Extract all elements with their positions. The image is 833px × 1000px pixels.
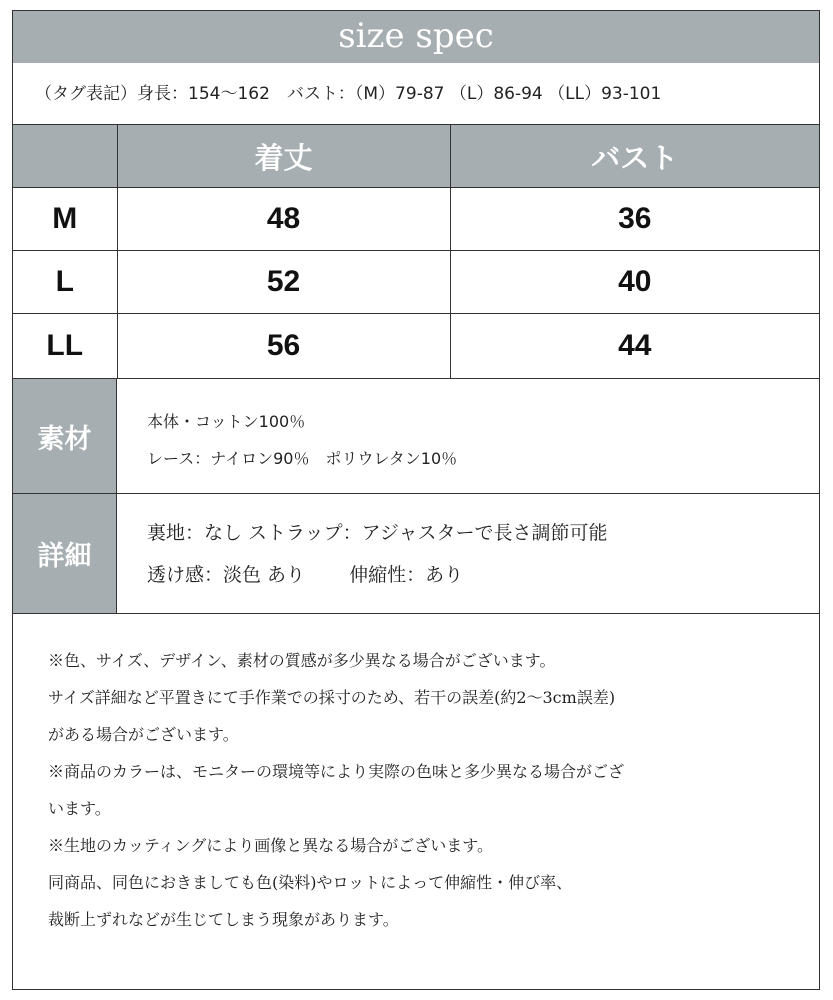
tag-size-note: （タグ表記）身長：154〜162 バスト：（M）79-87 （L）86-94 （LL）93-101 [13,63,819,125]
note-line: 同商品、同色におきましても色(染料)やロットによって伸縮性・伸び率、 [48,873,573,892]
bust-value: 44 [450,314,819,379]
note-line: ※色、サイズ、デザイン、素材の質感が多少異なる場合がございます。 [48,651,556,670]
note-line: ※生地のカッティングにより画像と異なる場合がございます。 [48,836,493,855]
length-value: 56 [117,314,450,379]
details-line: 透け感：淡色 あり 伸縮性：あり [147,564,464,586]
disclaimer-notes [48,642,788,938]
header-length: 着丈 [117,125,450,188]
table-row [13,188,819,251]
size-label: LL [13,314,117,379]
length-value: 48 [117,188,450,251]
size-label: M [13,188,117,251]
details-section [13,494,819,614]
size-label: L [13,251,117,314]
page-title: size spec [13,11,819,63]
material-section [13,379,819,494]
note-line: がある場合がございます。 [48,725,239,744]
header-bust: バスト [450,125,819,188]
table-row [13,251,819,314]
material-line: 本体・コットン100％ [147,412,306,431]
note-line: ※商品のカラーは、モニターの環境等により実際の色味と多少異なる場合がござ [48,762,625,781]
material-label: 素材 [13,379,117,493]
header-blank-cell [13,125,117,188]
details-label: 詳細 [13,494,117,613]
details-line: 裏地：なし ストラップ：アジャスターで長さ調節可能 [147,522,608,544]
note-line: サイズ詳細など平置きにて手作業での採寸のため、若干の誤差(約2〜3cm誤差) [48,688,616,707]
length-value: 52 [117,251,450,314]
note-line: います。 [48,799,111,818]
table-row [13,314,819,379]
note-line: 裁断上ずれなどが生じてしまう現象があります。 [48,910,399,929]
bust-value: 36 [450,188,819,251]
bust-value: 40 [450,251,819,314]
material-line: レース：ナイロン90％ ポリウレタン10％ [147,449,458,468]
size-table [13,125,819,379]
